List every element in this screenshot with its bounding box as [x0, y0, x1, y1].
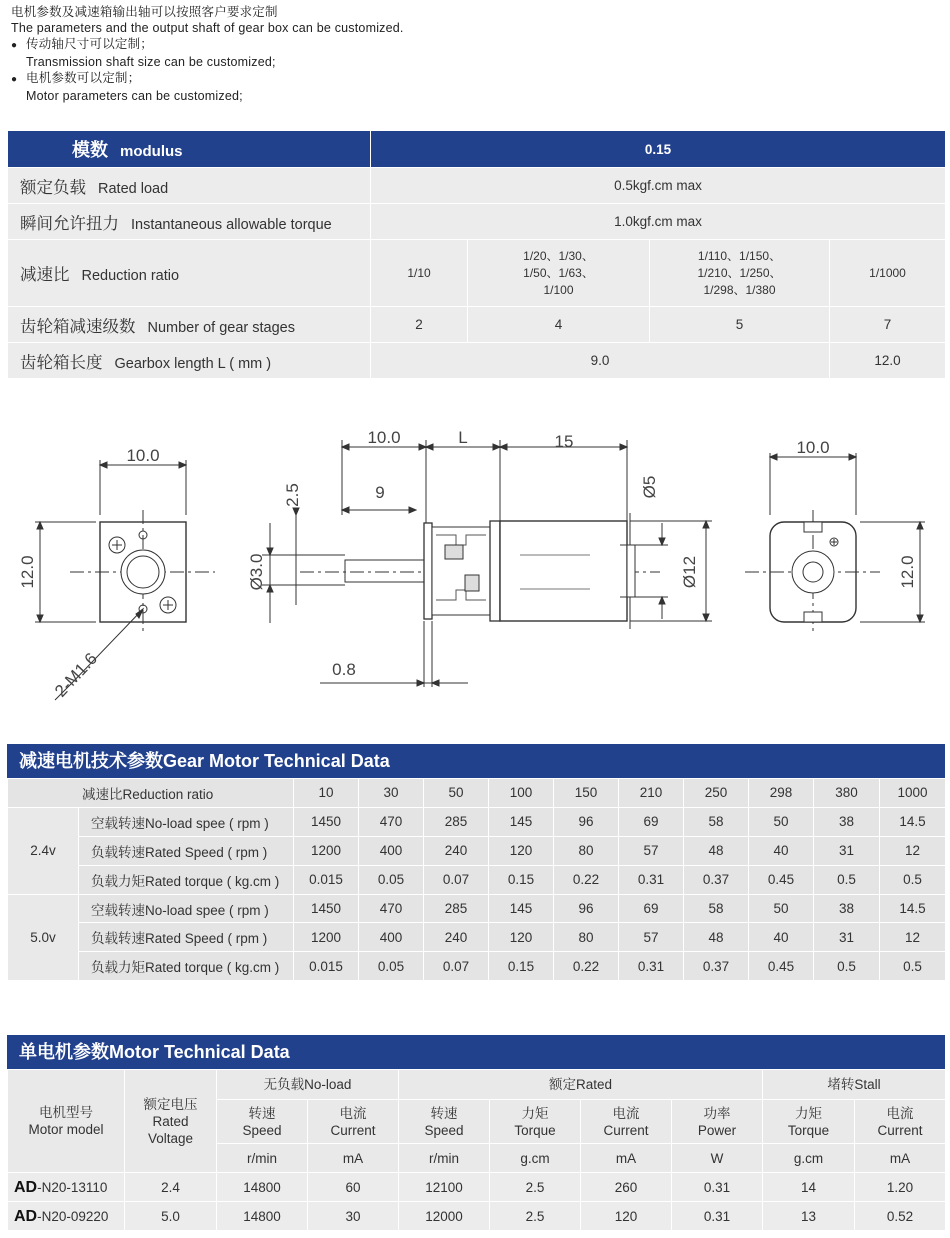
table-row: 负载转速Rated Speed ( rpm ) 1200 400 240 120 80 57 48 40 31 12	[8, 836, 946, 865]
torque-value: 1.0kgf.cm max	[371, 204, 946, 240]
front-width-label: 10.0	[126, 446, 160, 465]
spec-row-torque: 瞬间允许扭力 Instantaneous allowable torque 1.0kgf.cm max	[8, 204, 946, 240]
intro-title-zh: 电机参数及减速箱输出轴可以按照客户要求定制	[11, 5, 278, 19]
shaft-out-label: 9	[375, 483, 385, 502]
intro-title-en: The parameters and the output shaft of gear box can be customized.	[11, 21, 404, 35]
spec-row-length: 齿轮箱长度 Gearbox length L ( mm ) 9.0 12.0	[8, 343, 946, 379]
bullet-icon: ●	[11, 40, 18, 51]
screw-label: 2-M1.6	[51, 649, 102, 701]
shaft-diameter-label: Ø3.0	[247, 553, 266, 591]
table-row: 5.0v 空载转速No-load spee ( rpm ) 1450 470 285 145 96 69 58 50 38 14.5	[8, 894, 946, 923]
motor-length-label: 15	[554, 432, 574, 451]
table-row: AD-N20-09220 5.0 14800 30 12000 2.5 120 0.31 13 0.52	[8, 1202, 946, 1231]
gearbox-length-label: L	[458, 428, 468, 447]
rated-load-value: 0.5kgf.cm max	[371, 168, 946, 204]
motor-header-row-1: 电机型号 Motor model 额定电压 Rated Voltage 无负载No-load 额定Rated 堵转Stall	[8, 1070, 946, 1100]
intro-notes	[11, 4, 404, 104]
boss-diameter-label: Ø5	[640, 475, 659, 499]
bullet-icon: ●	[11, 74, 18, 85]
ratio-group-1: 1/10	[371, 240, 468, 307]
front-view-gearbox	[18, 446, 215, 701]
gearbox-spec-table	[7, 130, 946, 379]
motor-section-title: 单电机参数Motor Technical Data	[7, 1035, 945, 1069]
table-row: 负载转速Rated Speed ( rpm ) 1200 400 240 120 80 57 48 40 31 12	[8, 923, 946, 952]
shaft-length-label: 10.0	[367, 428, 401, 447]
spec-row-stages: 齿轮箱减速级数 Number of gear stages 2 4 5 7	[8, 307, 946, 343]
modulus-value: 0.15	[371, 131, 946, 168]
rear-width-label: 10.0	[796, 438, 830, 457]
side-view-gearmotor	[247, 428, 712, 687]
motor-table	[7, 1069, 946, 1231]
intro-bullet-1: ● 传动轴尺寸可以定制；	[11, 36, 404, 54]
intro-bullet-2-en: Motor parameters can be customized;	[26, 89, 243, 103]
ratio-group-2: 1/20、1/30、 1/50、1/63、 1/100	[468, 240, 650, 307]
dimension-drawing	[0, 395, 950, 725]
rear-view-motor	[745, 438, 925, 635]
intro-bullet-1-en: Transmission shaft size can be customized;	[26, 55, 276, 69]
body-diameter-label: Ø12	[680, 555, 699, 589]
motor-header-row-2: 转速 Speed 电流 Current 转速 Speed 力矩 Torque 电流 Current 功率 Power 力矩 Torque 电流 Current	[8, 1100, 946, 1144]
motor-units-row: r/min mA r/min g.cm mA W g.cm mA	[8, 1144, 946, 1173]
intro-bullet-2: ● 电机参数可以定制；	[11, 70, 404, 88]
flat-label: 0.8	[332, 660, 356, 679]
model-header: 电机型号 Motor model	[8, 1070, 125, 1173]
spec-row-rated-load: 额定负载 Rated load 0.5kgf.cm max	[8, 168, 946, 204]
voltage-5.0: 5.0v	[8, 894, 79, 981]
ratio-header-row: 减速比Reduction ratio 10 30 50 100 150 210 250 298 380 1000	[8, 779, 946, 808]
motor-model: AD-N20-09220	[8, 1202, 125, 1231]
modulus-label-zh: 模数	[72, 140, 108, 160]
voltage-2.4: 2.4v	[8, 807, 79, 894]
offset-label: 2.5	[283, 483, 302, 507]
front-height-label: 12.0	[18, 555, 37, 589]
gear-motor-table	[7, 778, 946, 981]
voltage-header: 额定电压 Rated Voltage	[125, 1070, 217, 1173]
spec-row-modulus	[8, 131, 946, 168]
ratio-group-3: 1/110、1/150、 1/210、1/250、 1/298、1/380	[650, 240, 830, 307]
table-row: AD-N20-13110 2.4 14800 60 12100 2.5 260 0.31 14 1.20	[8, 1173, 946, 1202]
motor-model: AD-N20-13110	[8, 1173, 125, 1202]
spec-row-ratio: 减速比 Reduction ratio 1/10 1/20、1/30、 1/50、1/63、 1/100 1/110、1/150、 1/210、1/250、 1/298、1/380 1/1000	[8, 240, 946, 307]
ratio-group-4: 1/1000	[830, 240, 946, 307]
modulus-label-en: modulus	[120, 143, 183, 160]
rear-height-label: 12.0	[898, 555, 917, 589]
table-row: 负载力矩Rated torque ( kg.cm ) 0.015 0.05 0.07 0.15 0.22 0.31 0.37 0.45 0.5 0.5	[8, 952, 946, 981]
table-row: 负载力矩Rated torque ( kg.cm ) 0.015 0.05 0.07 0.15 0.22 0.31 0.37 0.45 0.5 0.5	[8, 865, 946, 894]
table-row: 2.4v 空载转速No-load spee ( rpm ) 1450 470 285 145 96 69 58 50 38 14.5	[8, 807, 946, 836]
gear-motor-section-title: 减速电机技术参数Gear Motor Technical Data	[7, 744, 945, 778]
